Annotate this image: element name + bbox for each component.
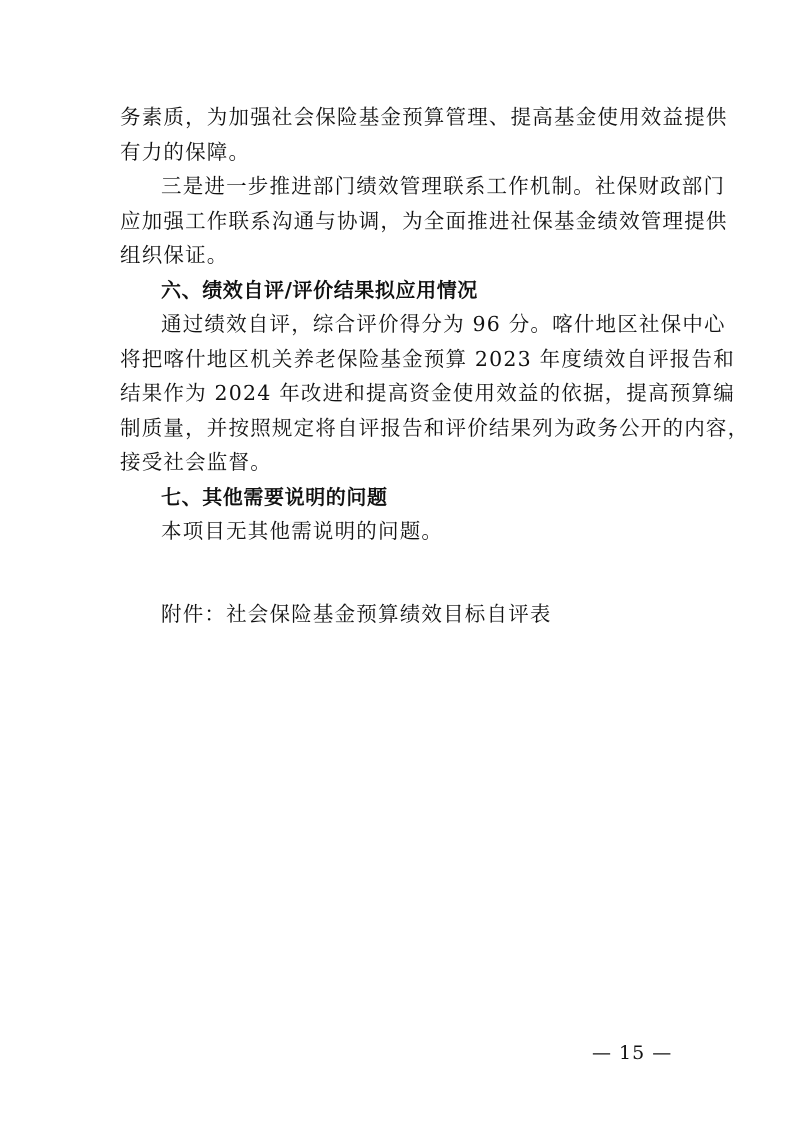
text-line: 通过绩效自评，综合评价得分为 96 分。喀什地区社保中心	[161, 312, 726, 336]
blank-space	[120, 549, 680, 597]
section-heading-six: 六、绩效自评/评价结果拟应用情况	[161, 277, 478, 302]
text-line: 应加强工作联系沟通与协调，为全面推进社保基金绩效管理提供	[120, 208, 728, 233]
paragraph-point-three	[120, 169, 728, 273]
text-line: 制质量，并按照规定将自评报告和评价结果列为政务公开的内容，	[120, 415, 750, 440]
document-body	[120, 100, 750, 631]
text-line: 本项目无其他需说明的问题。	[161, 519, 444, 543]
paragraph-other-issues	[120, 514, 680, 549]
page-number: — 15 —	[592, 1042, 673, 1064]
paragraph-results-application	[120, 307, 750, 480]
text-line: 接受社会监督。	[120, 450, 272, 474]
paragraph-continuation	[120, 100, 728, 169]
text-line: 将把喀什地区机关养老保险基金预算 2023 年度绩效自评报告和	[120, 346, 735, 371]
section-heading-seven: 七、其他需要说明的问题	[161, 484, 388, 509]
text-line: 结果作为 2024 年改进和提高资金使用效益的依据，提高预算编	[120, 381, 735, 405]
text-line: 务素质，为加强社会保险基金预算管理、提高基金使用效益提供	[120, 105, 728, 129]
text-line: 有力的保障。	[120, 139, 251, 164]
text-line: 组织保证。	[120, 243, 229, 267]
text-line: 三是进一步推进部门绩效管理联系工作机制。社保财政部门	[161, 174, 726, 198]
attachment-note: 附件：社会保险基金预算绩效目标自评表	[161, 601, 552, 626]
